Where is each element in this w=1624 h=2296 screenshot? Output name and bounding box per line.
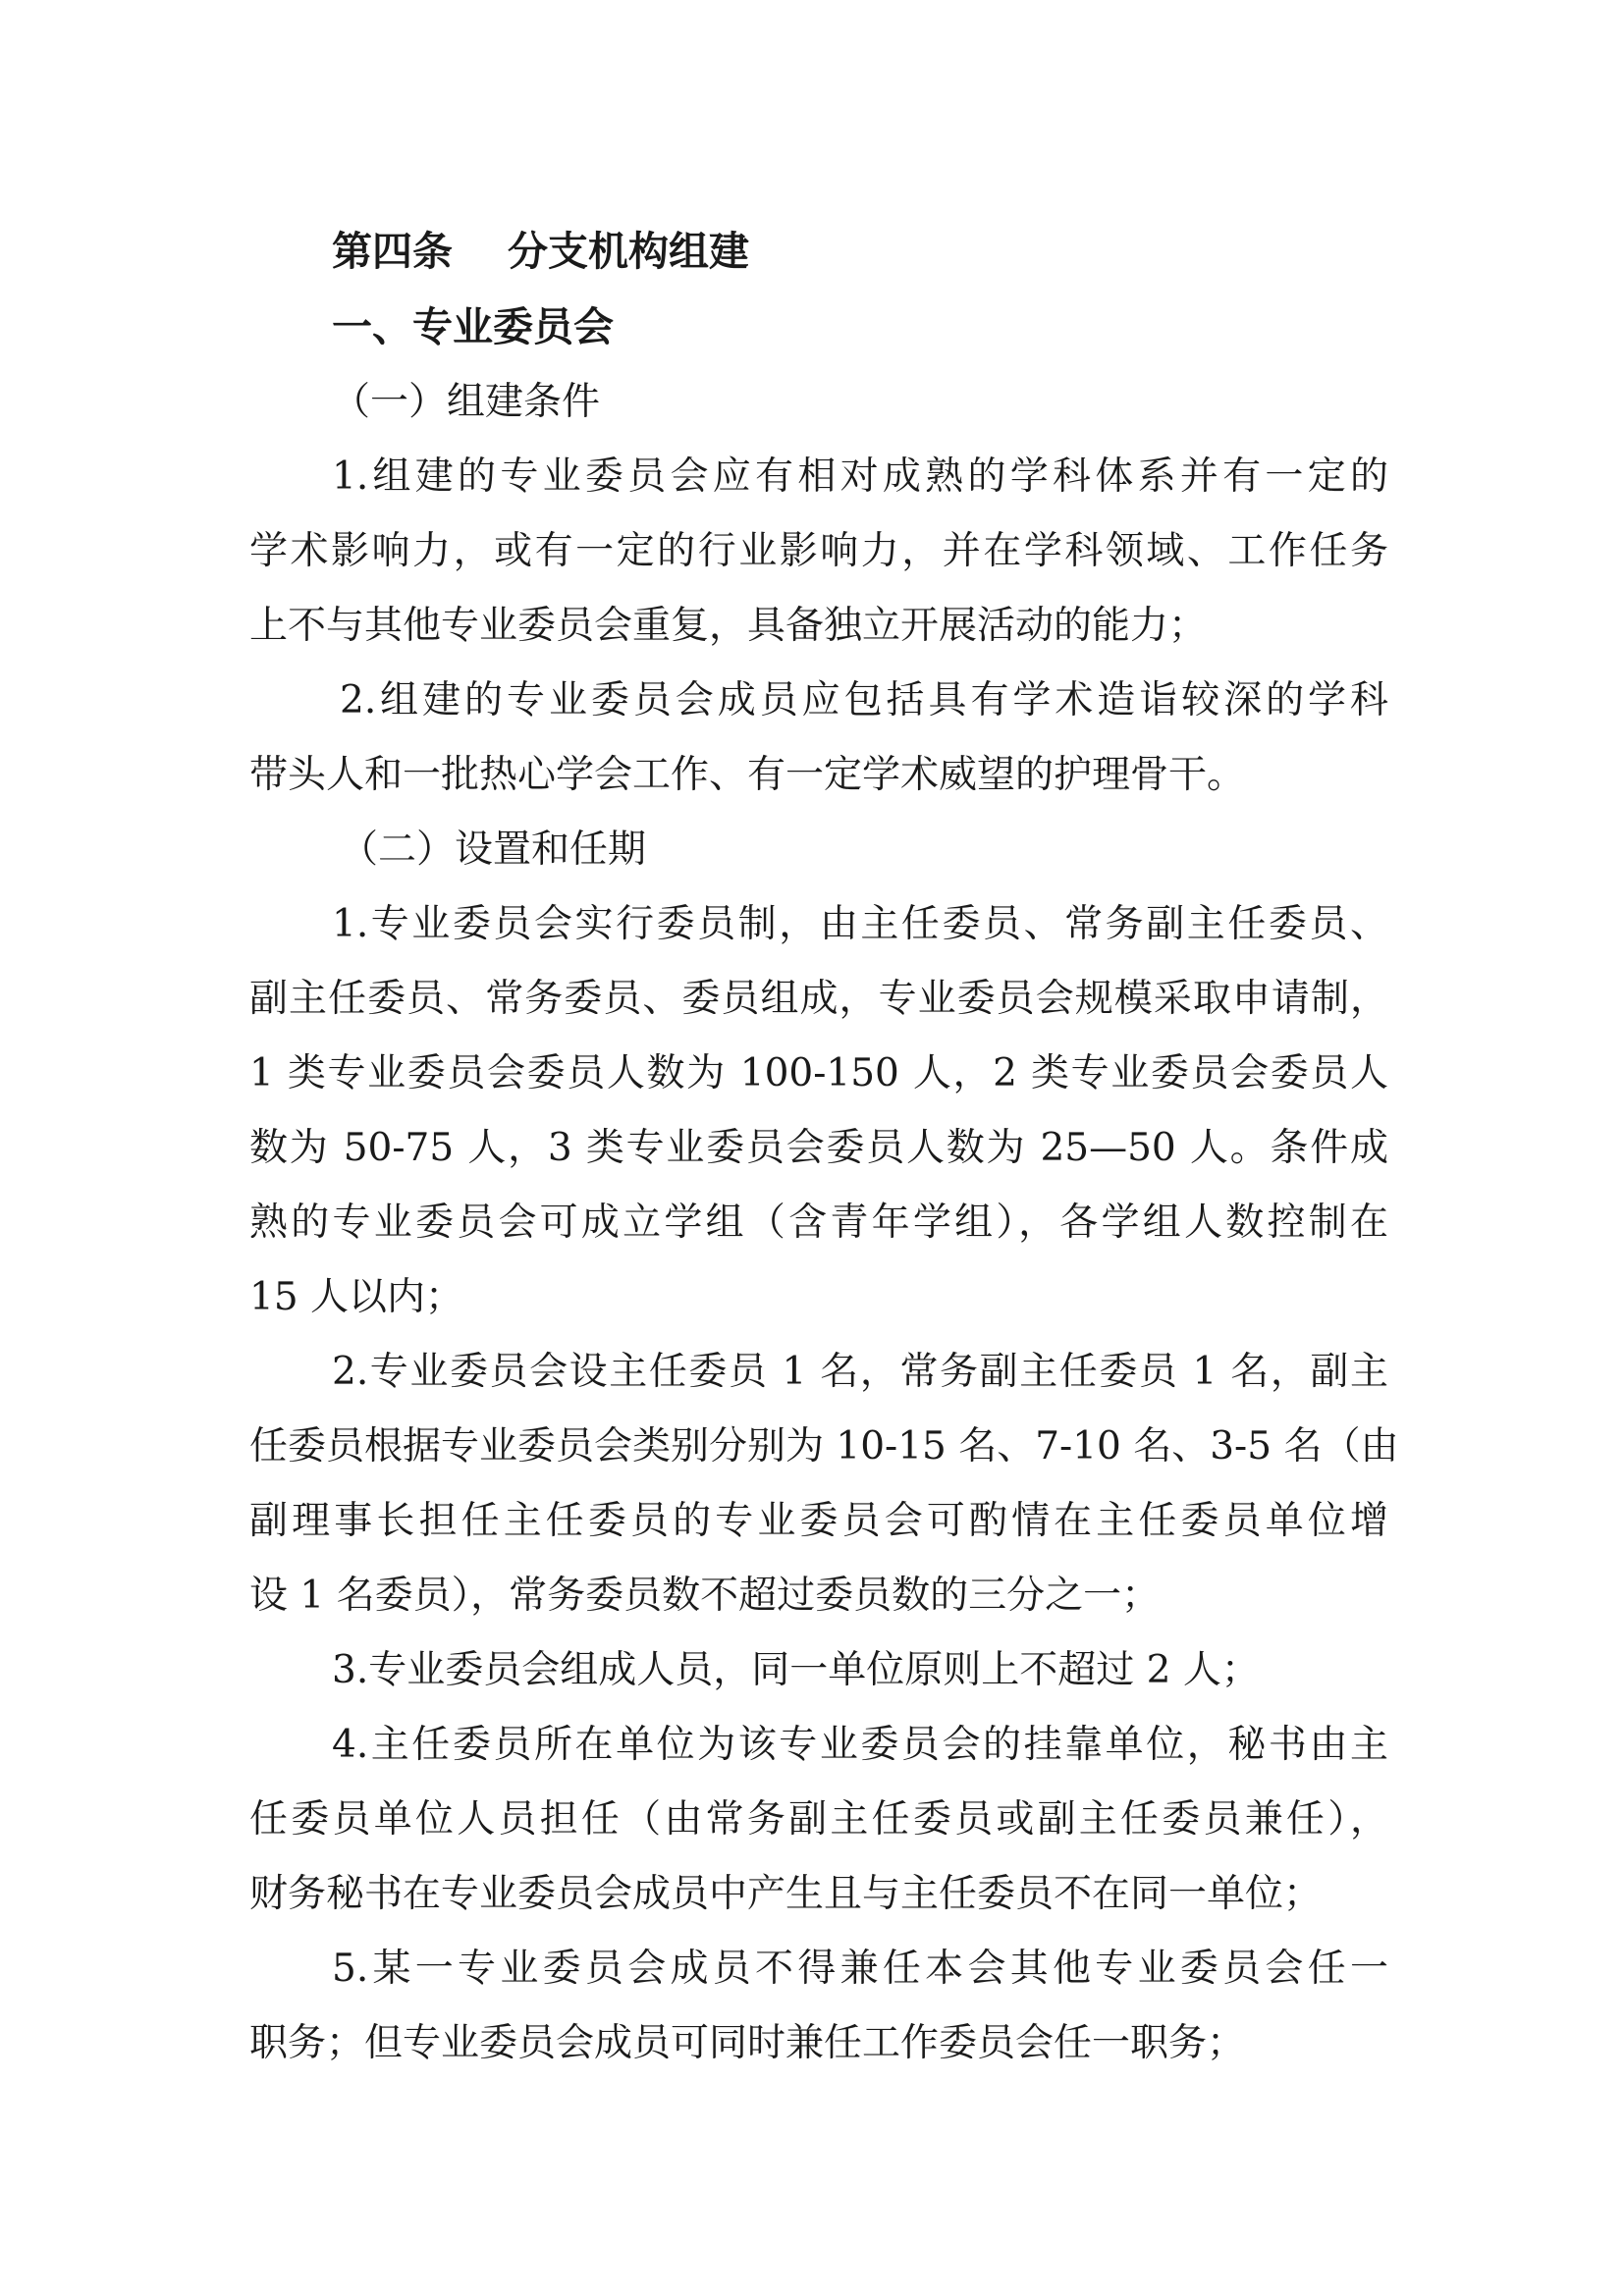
paragraph-line: 1.组建的专业委员会应有相对成熟的学科体系并有一定的 — [332, 454, 1388, 499]
article-number: 第四条 — [332, 228, 453, 275]
paragraph-line: 副理事长担任主任委员的专业委员会可酌情在主任委员单位增 — [249, 1499, 1388, 1543]
paragraph-line: 设 1 名委员），常务委员数不超过委员数的三分之一； — [249, 1574, 1161, 1618]
paragraph-line: 3.专业委员会组成人员，同一单位原则上不超过 2 人； — [332, 1648, 1260, 1692]
subsection-heading-1: （一）组建条件 — [332, 380, 601, 424]
paragraph-line: 副主任委员、常务委员、委员组成，专业委员会规模采取申请制， — [249, 977, 1388, 1021]
subsection-heading-2: （二）设置和任期 — [340, 828, 647, 872]
paragraph-line: 15 人以内； — [249, 1275, 464, 1319]
paragraph-line: 数为 50-75 人，3 类专业委员会委员人数为 25—50 人。条件成 — [249, 1126, 1388, 1170]
paragraph-line: 带头人和一批热心学会工作、有一定学术威望的护理骨干。 — [249, 753, 1246, 797]
paragraph-line: 财务秘书在专业委员会成员中产生且与主任委员不在同一单位； — [249, 1872, 1323, 1916]
paragraph-line: 4.主任委员所在单位为该专业委员会的挂靠单位，秘书由主 — [332, 1723, 1388, 1767]
paragraph-line: 2.组建的专业委员会成员应包括具有学术造诣较深的学科 — [340, 678, 1388, 722]
paragraph-line: 上不与其他专业委员会重复，具备独立开展活动的能力； — [249, 604, 1208, 648]
paragraph-line: 熟的专业委员会可成立学组（含青年学组），各学组人数控制在 — [249, 1201, 1388, 1245]
article-heading — [332, 224, 749, 279]
paragraph-line: 学术影响力，或有一定的行业影响力，并在学科领域、工作任务 — [249, 529, 1388, 573]
paragraph-line: 1.专业委员会实行委员制，由主任委员、常务副主任委员、 — [332, 902, 1388, 946]
paragraph-line: 任委员单位人员担任（由常务副主任委员或副主任委员兼任）， — [249, 1797, 1388, 1842]
section-heading: 一、专业委员会 — [332, 303, 614, 350]
paragraph-line: 任委员根据专业委员会类别分别为 10-15 名、7-10 名、3-5 名（由 — [249, 1424, 1399, 1468]
paragraph-line: 2.专业委员会设主任委员 1 名，常务副主任委员 1 名，副主 — [332, 1350, 1388, 1394]
paragraph-line: 5.某一专业委员会成员不得兼任本会其他专业委员会任一 — [332, 1947, 1388, 1991]
paragraph-line: 职务；但专业委员会成员可同时兼任工作委员会任一职务； — [249, 2021, 1246, 2065]
article-title: 分支机构组建 — [508, 228, 749, 275]
paragraph-line: 1 类专业委员会委员人数为 100-150 人，2 类专业委员会委员人 — [249, 1051, 1388, 1095]
